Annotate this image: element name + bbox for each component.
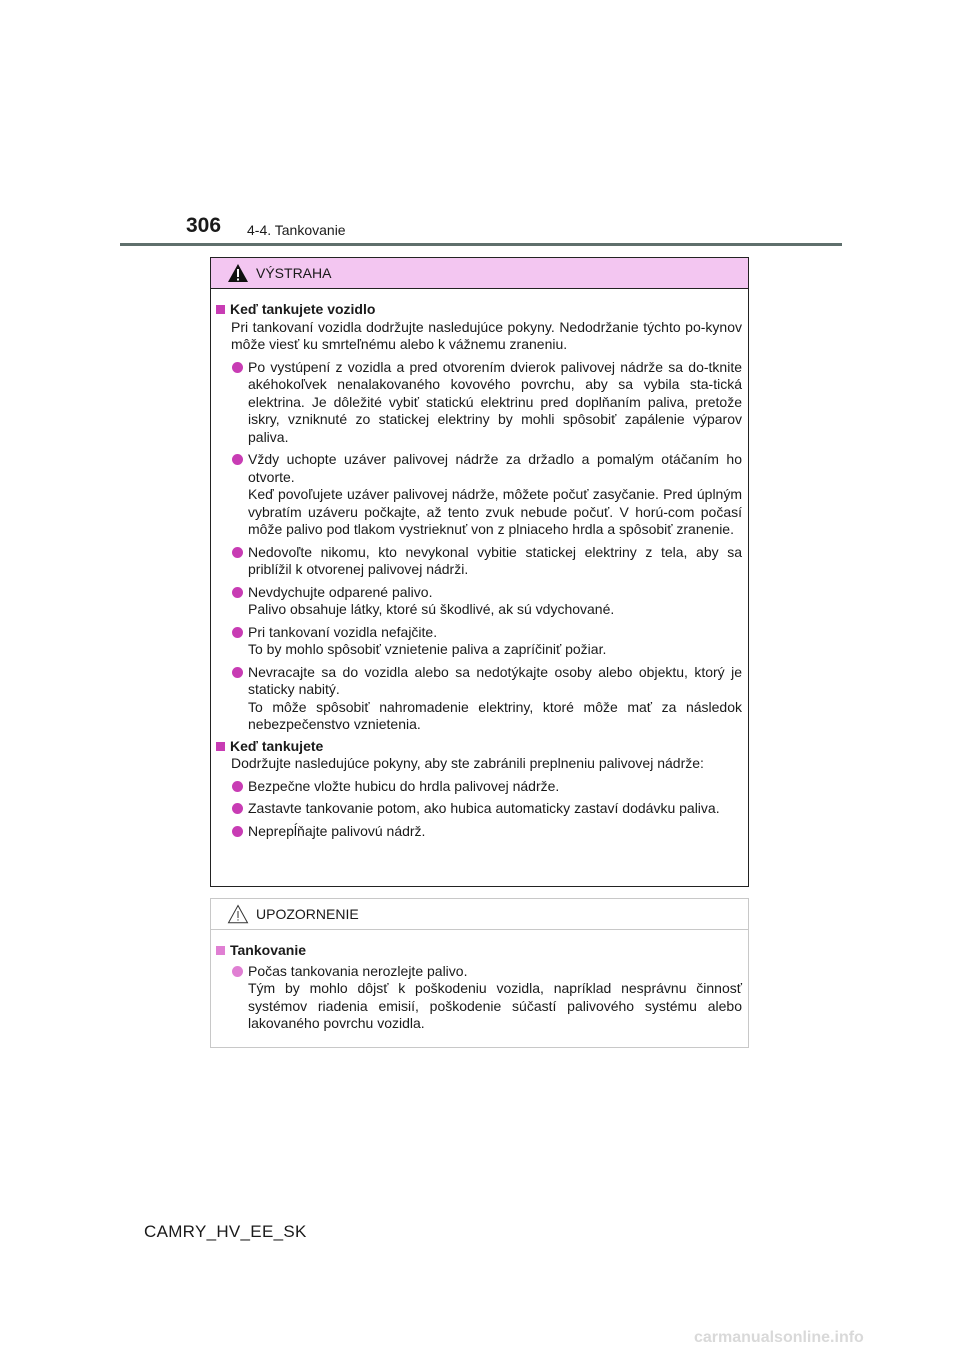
document-code: CAMRY_HV_EE_SK [144, 1222, 307, 1241]
section-intro: Pri tankovaní vozidla dodržujte nasledujúce pokyny. Nedodržanie týchto po-kynov môže viesť ku smrteľnému alebo k vážnemu zraneniu. [231, 318, 742, 352]
notice-header [211, 899, 748, 930]
list-item: Nevracajte sa do vozidla alebo sa nedotýkajte osoby alebo objektu, ktorý je staticky nabitý. To môže spôsobiť nahromadenie elektriny, ktoré môže mať za následok nebezpečenstvo vznietenia. [216, 664, 742, 734]
list-item: Nedovoľte nikomu, kto nevykonal vybitie statickej elektriny z tela, aby sa priblížil k otvorenej palivovej nádrži. [216, 544, 742, 579]
warning-body [211, 289, 748, 840]
round-bullet-icon [232, 547, 243, 558]
round-bullet-icon [232, 781, 243, 792]
list-item: Pri tankovaní vozidla nefajčite. To by mohlo spôsobiť vznietenie paliva a zapríčiniť požiar. [216, 624, 742, 659]
list-item: Zastavte tankovanie potom, ako hubica automaticky zastaví dodávku paliva. [216, 800, 742, 818]
list-item: Počas tankovania nerozlejte palivo. Tým by mohlo dôjsť k poškodeniu vozidla, napríklad nesprávnu činnosť systémov riadenia emisií, poškodenie súčastí palivového systému alebo lakovaného povrchu vozidla. [216, 963, 742, 1033]
notice-box [210, 898, 749, 1048]
notice-body [211, 930, 748, 1033]
round-bullet-icon [232, 587, 243, 598]
section-title: 4-4. Tankovanie [247, 222, 346, 238]
list-item: Po vystúpení z vozidla a pred otvorením dvierok palivovej nádrže sa do-tknite akéhokoľvek nenalakovaného kovového povrchu, aby sa vybila sta-tická elektrina. Je dôležité vybiť statickú elektrinu pred doplňaním paliva, pretože iskry, vzniknuté zo statickej elektriny by mohli spôsobiť zapálenie výparov paliva. [216, 359, 742, 447]
notice-label: UPOZORNENIE [256, 906, 359, 922]
section-intro: Dodržujte nasledujúce pokyny, aby ste zabránili preplneniu palivovej nádrže: [231, 755, 704, 771]
warning-box [210, 257, 749, 887]
warning-header [211, 258, 748, 289]
page-number: 306 [186, 214, 222, 237]
warning-label: VÝSTRAHA [256, 265, 332, 281]
round-bullet-icon [232, 454, 243, 465]
list-item: Bezpečne vložte hubicu do hrdla palivovej nádrže. [216, 778, 742, 796]
round-bullet-icon [232, 667, 243, 678]
warning-triangle-icon [227, 263, 249, 283]
round-bullet-icon [232, 627, 243, 638]
list-item: Neprepĺňajte palivovú nádrž. [216, 823, 742, 841]
watermark: carmanualsonline.info [694, 1329, 864, 1346]
section-heading: Tankovanie [216, 942, 742, 960]
list-item: Nevdychujte odparené palivo. Palivo obsahuje látky, ktoré sú škodlivé, ak sú vdychované. [216, 584, 742, 619]
section-heading: Keď tankujete [216, 738, 742, 756]
header-rule [120, 243, 842, 246]
round-bullet-icon [232, 362, 243, 373]
square-bullet-icon [216, 305, 225, 314]
round-bullet-icon [232, 826, 243, 837]
square-bullet-icon [216, 742, 225, 751]
square-bullet-icon [216, 946, 225, 955]
list-item: Vždy uchopte uzáver palivovej nádrže za držadlo a pomalým otáčaním ho otvorte. Keď povoľujete uzáver palivovej nádrže, môžete počuť zasyčanie. Pred úplným vybratím uzáveru počkajte, až tento zvuk nebude počuť. V horú-com počasí môže palivo pod tlakom vystrieknuť von z plniaceho hrdla a spôsobiť zranenie. [216, 451, 742, 539]
round-bullet-icon [232, 966, 243, 977]
section-heading: Keď tankujete vozidlo [216, 301, 742, 319]
round-bullet-icon [232, 803, 243, 814]
caution-triangle-outline-icon [227, 904, 249, 924]
